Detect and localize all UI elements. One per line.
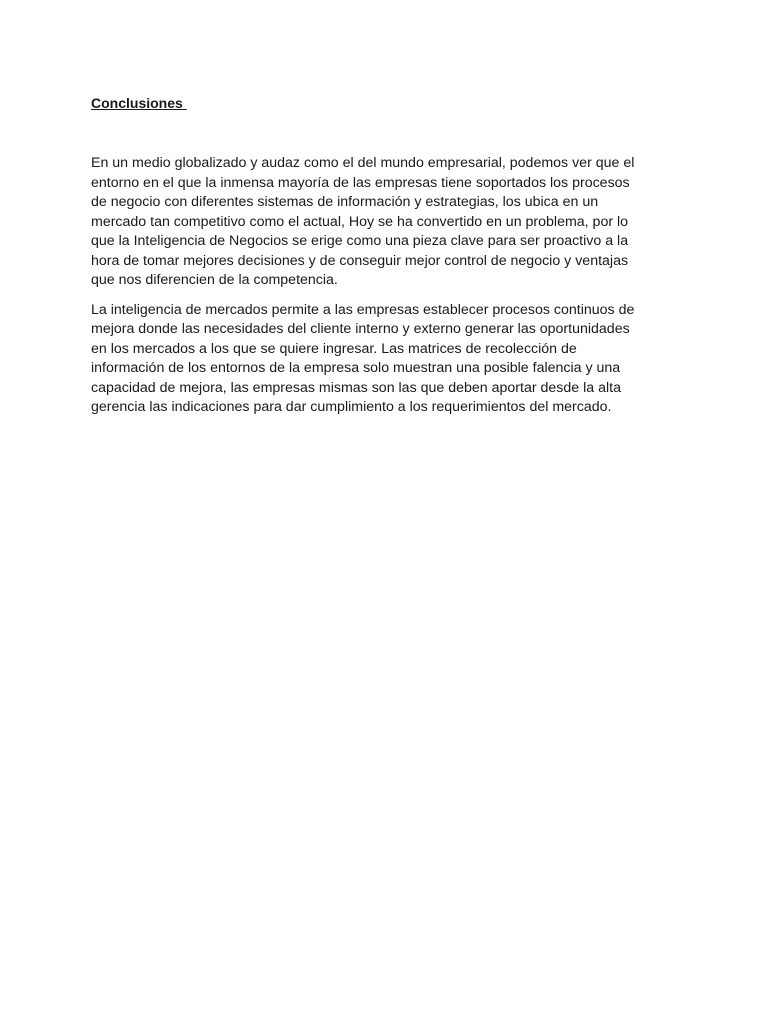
paragraph-line: La inteligencia de mercados permite a las empresas establecer procesos continuos de: [91, 301, 635, 318]
paragraph-line: capacidad de mejora, las empresas mismas son las que deben aportar desde la alta: [91, 379, 621, 396]
paragraph-line: hora de tomar mejores decisiones y de conseguir mejor control de negocio y ventajas: [91, 252, 629, 269]
paragraph-line: entorno en el que la inmensa mayoría de las empresas tiene soportados los procesos: [91, 174, 630, 191]
paragraph-line: mercado tan competitivo como el actual, Hoy se ha convertido en un problema, por lo: [91, 213, 629, 230]
paragraph-line: de negocio con diferentes sistemas de información y estrategias, los ubica en un: [91, 194, 599, 210]
document-body: [91, 94, 677, 428]
paragraph-line: información de los entornos de la empresa solo muestran una posible falencia y una: [91, 360, 621, 376]
paragraph-line: que nos diferencien de la competencia.: [91, 272, 338, 288]
paragraph-line: en los mercados a los que se quiere ingresar. Las matrices de recolección de: [91, 340, 577, 357]
paragraph-1: [91, 154, 677, 291]
paragraph-2: [91, 301, 677, 418]
paragraph-line: En un medio globalizado y audaz como el del mundo empresarial, podemos ver que el: [91, 155, 635, 171]
paragraph-line: que la Inteligencia de Negocios se erige como una pieza clave para ser proactivo a la: [91, 233, 629, 249]
paragraph-line: mejora donde las necesidades del cliente interno y externo generar las oportunidades: [91, 321, 630, 337]
paragraph-line: gerencia las indicaciones para dar cumplimiento a los requerimientos del mercado.: [91, 399, 612, 415]
section-heading: Conclusiones: [91, 95, 187, 111]
